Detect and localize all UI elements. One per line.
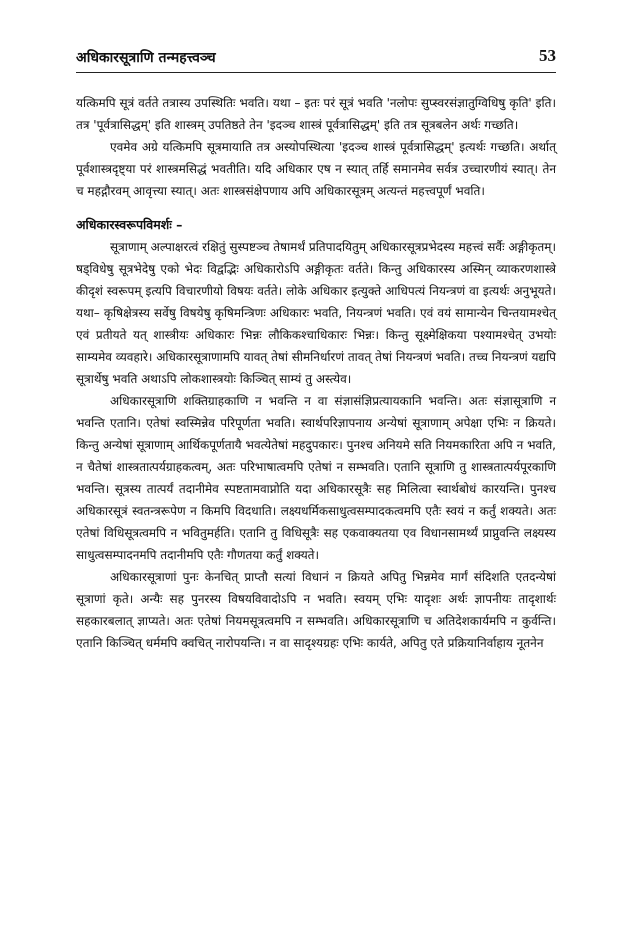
- section-heading: अधिकारस्वरूपविमर्शः –: [76, 217, 183, 232]
- paragraph: सूत्राणाम् अल्पाक्षरत्वं रक्षितुं सुस्पष्टञ्च तेषामर्थं प्रतिपादयितुम् अधिकारसूत्रप्रभेदस्य महत्त्वं सर्वैः अङ्गीकृतम्। षड्विधेषु सूत्रभेदेषु एको भेदः विद्वद्भिः अधिकारोऽपि अङ्गीकृतः वर्तते। किन्तु अधिकारस्य अस्मिन् व्याकरणशास्त्रे कीदृशं स्वरूपम् इत्यपि विचारणीयो विषयः वर्तते। लोके अधिकार इत्युक्ते आधिपत्यं नियन्त्रणं वा इत्यर्थः अनुभूयते। यथा– कृषिक्षेत्रस्य सर्वेषु विषयेषु कृषिमन्त्रिणः अधिकारः भवति, नियन्त्रणं भवति। एवं वयं सामान्येन चिन्तयामश्चेत् एवं प्रतीयते यत् शास्त्रीयः अधिकारः भिन्नः लौकिकश्चाधिकारः भिन्नः। किन्तु सूक्ष्मेक्षिकया पश्यामश्चेत् उभयोः साम्यमेव व्यवहारे। अधिकारसूत्राणामपि यावत् तेषां सीमनिर्धारणं तावत् तेषां नियन्त्रणं भवति। तच्च नियन्त्रणं यद्यपि सूत्रार्थेषु भवति अथाऽपि लोकशास्त्रयोः किञ्चित् साम्यं तु अस्त्येव।: [76, 240, 556, 386]
- paragraph: अधिकारसूत्राणि शक्तिग्राहकाणि न भवन्ति न वा संज्ञासंज्ञिप्रत्यायकानि भवन्ति। अतः संज्ञासूत्राणि न भवन्ति एतानि। एतेषां स्वस्मिन्नेव परिपूर्णता भवति। स्वार्थपरिज्ञापनाय अन्येषां सूत्राणाम् अपेक्षा एभिः न क्रियते। किन्तु अन्येषां सूत्राणाम् आर्थिकपूर्णतायै भवत्येतेषां महदुपकारः। पुनश्च अनियमे सति नियमकारिता अपि न भवति, न चैतेषां शास्त्रतात्पर्यग्राहकत्वम्, अतः परिभाषात्वमपि एतेषां न सम्भवति। एतानि सूत्राणि तु शास्त्रतात्पर्यपूरकाणि भवन्ति। सूत्रस्य तात्पर्यं तदानीमेव स्पष्टतामवाप्नोति यदा अधिकारसूत्रैः सह मिलित्वा स्वार्थबोधं कारयन्ति। पुनश्च अधिकारसूत्रं स्वतन्त्ररूपेण न किमपि विदधाति। लक्ष्यधर्मिकसाधुत्वसम्पादकत्वमपि एतैः स्वयं न कर्तुं शक्यते। अतः एतेषां विधिसूत्रत्वमपि न भवितुमर्हति। एतानि तु विधिसूत्रैः सह एकवाक्यतया एव विधानसामर्थ्यं प्राप्नुवन्ति लक्ष्यस्य साधुत्वसम्पादनमपि तदानीमपि एतैः गौणतया कर्तुं शक्यते।: [76, 394, 556, 562]
- page-body: [76, 92, 556, 654]
- running-header: [76, 44, 556, 73]
- paragraph: अधिकारसूत्राणां पुनः केनचित् प्राप्तौ सत्यां विधानं न क्रियते अपितु भिन्नमेव मार्गं संदिशति एतदन्येषां सूत्राणां कृते। अन्यैः सह पुनरस्य विषयविवादोऽपि न भवति। स्वयम् एभिः यादृशः अर्थः ज्ञापनीयः तादृशार्थः सहकारबलात् ज्ञाप्यते। अतः एतेषां नियमसूत्रत्वमपि न सम्भवति। अधिकारसूत्राणि च अतिदेशकार्यमपि न कुर्वन्ति। एतानि किञ्चित् धर्ममपि क्वचित् नारोपयन्ति। न वा सादृश्यग्रहः एभिः कार्यते, अपितु एते प्रक्रियानिर्वाहाय नूतनेन: [76, 570, 556, 650]
- paragraph: यत्किमपि सूत्रं वर्तते तत्रास्य उपस्थितिः भवति। यथा – इतः परं सूत्रं भवति 'नलोपः सुप्स्वरसंज्ञातुग्विधिषु कृति' इति। तत्र 'पूर्वत्रासिद्धम्' इति शास्त्रम् उपतिष्ठते तेन 'इदञ्च शास्त्रं पूर्वत्रासिद्धम्' इति तत्र सूत्रबलेन अर्थः गच्छति।: [76, 96, 556, 132]
- paragraph: एवमेव अग्रे यत्किमपि सूत्रमायाति तत्र अस्योपस्थित्या 'इदञ्च शास्त्रं पूर्वत्रासिद्धम्' इत्यर्थः गच्छति। अर्थात् पूर्वशास्त्रदृष्ट्या परं शास्त्रमसिद्धं भवतीति। यदि अधिकार एष न स्यात् तर्हि समानमेव सर्वत्र उच्चारणीयं स्यात्। तेन च महद्गौरवम् आवृत्त्या स्यात्। अतः शास्त्रसंक्षेपणाय अपि अधिकारसूत्रम् अत्यन्तं महत्त्वपूर्णं भवति।: [76, 140, 556, 198]
- page-number: 53: [539, 46, 556, 65]
- header-title: अधिकारसूत्राणि तन्महत्त्वञ्च: [76, 50, 216, 66]
- document-page: [76, 0, 556, 945]
